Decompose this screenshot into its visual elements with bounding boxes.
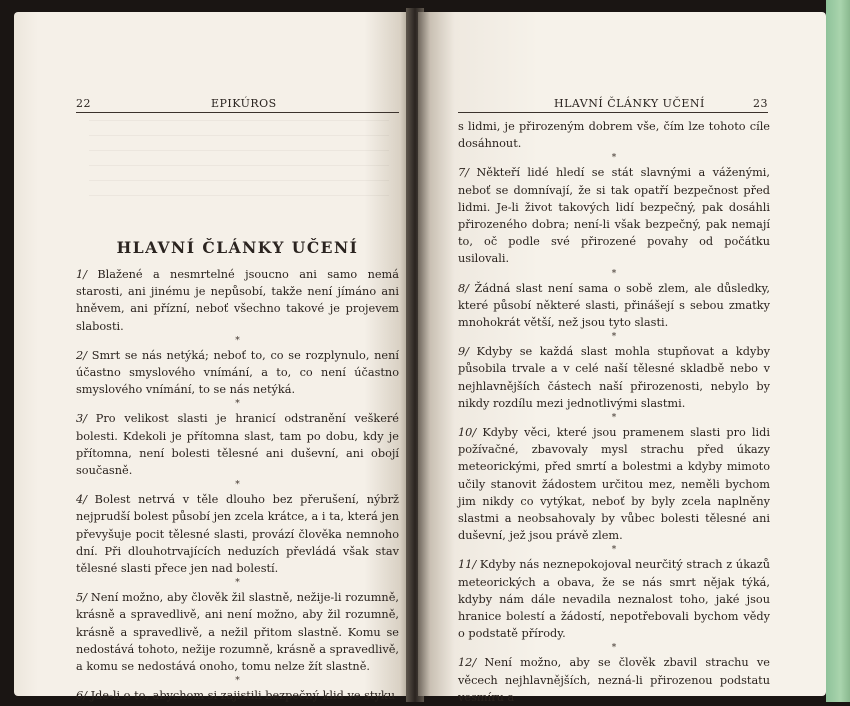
article-number: 7/	[458, 166, 469, 180]
article-number: 4/	[76, 493, 87, 507]
running-head: HLAVNÍ ČLÁNKY UČENÍ	[554, 97, 705, 110]
left-page	[14, 12, 412, 703]
article-paragraph	[458, 118, 770, 152]
article-paragraph	[458, 654, 770, 706]
article-paragraph	[76, 491, 399, 577]
paragraph-separator: *	[611, 332, 617, 343]
left-running-header	[76, 96, 399, 113]
article-number: 8/	[458, 281, 469, 295]
article-text: Není možno, aby člověk žil slastně, nežije-li rozumně, krásně a spravedlivě, ani není možno, aby žil rozumně, krásně a spravedlivě, a nežil přitom slastně. Komu se nedostává tohoto, nežije rozumně, krásně a spravedlivě, a komu se nedostává onoho, tomu nelze žít slastně.	[76, 591, 399, 674]
paragraph-separator: *	[235, 335, 240, 346]
article-paragraph	[458, 556, 770, 642]
article-number: 6/	[76, 689, 87, 703]
article-text: Jde-li o to, abychom si zajistili bezpečný klid ve styku	[90, 689, 395, 703]
article-number: 10/	[458, 426, 477, 440]
article-text: Pro velikost slasti je hranicí odstranění veškeré bolesti. Kdekoli je přítomna slast, tam po dobu, kdy je přítomna, není bolesti tělesné ani duševní, ani obojí současně.	[76, 412, 399, 478]
paragraph-separator: *	[611, 268, 617, 279]
book-cover-edge	[826, 0, 850, 702]
article-paragraph	[76, 266, 399, 335]
article-paragraph	[458, 424, 770, 544]
article-paragraph	[458, 164, 770, 267]
paragraph-separator: *	[611, 153, 617, 164]
article-number: 5/	[76, 591, 87, 605]
article-text: Smrt se nás netýká; neboť to, co se rozplynulo, není účastno smyslového vnímání, a to, co není účastno smyslového vnímání, to se nás netýká.	[76, 348, 399, 397]
article-number: 3/	[76, 412, 87, 426]
article-text: s lidmi, je přirozeným dobrem vše, čím lze tohoto cíle dosáhnout.	[458, 120, 770, 151]
paragraph-separator: *	[235, 676, 240, 687]
article-paragraph	[76, 347, 399, 399]
section-title: HLAVNÍ ČLÁNKY UČENÍ	[116, 238, 359, 257]
article-text: Kdyby nás neznepokojoval neurčitý strach z úkazů meteorických a obava, že se nás smrt nějak týká, kdyby nám dále nevadila neznalost toho, jaké jsou hranice bolestí a žádostí, nepotřebovali bychom vědy o podstatě přírody.	[458, 558, 770, 641]
paragraph-separator: *	[235, 399, 240, 410]
article-paragraph	[458, 343, 770, 412]
paragraph-separator: *	[611, 545, 617, 556]
paragraph-separator: *	[235, 480, 240, 491]
page-number: 23	[753, 97, 768, 110]
article-number: 12/	[458, 656, 477, 670]
article-paragraph	[458, 280, 770, 332]
article-number: 1/	[76, 268, 87, 281]
article-paragraph	[76, 589, 399, 675]
page-number: 22	[76, 97, 91, 110]
article-number: 2/	[76, 348, 87, 362]
bleed-through-text	[89, 120, 389, 210]
running-head: EPIKÚROS	[211, 97, 277, 110]
article-number: 9/	[458, 345, 469, 359]
right-page	[418, 12, 826, 704]
article-text: Není možno, aby se člověk zbavil strachu ve věcech nejhlavnějších, nezná-li přirozenou podstatu vesmíru a	[458, 656, 770, 704]
right-body-text	[458, 118, 770, 706]
left-body-text	[76, 266, 399, 704]
article-text: Žádná slast není sama o sobě zlem, ale důsledky, které působí některé slasti, přinášejí s sebou zmatky mnohokrát větší, než jsou tyto slasti.	[458, 281, 770, 330]
paragraph-separator: *	[235, 578, 240, 589]
article-text: Kdyby věci, které jsou pramenem slasti pro lidi požívačné, zbavovaly mysl strachu před úkazy meteorickými, před smrtí a bolestmi a kdyby mimoto učily stanovit žádostem určitou mez, neměli bychom jim nikdy co vytýkat, neboť by byly zcela naplněny slastmi a neobsahovaly by vůbec bolesti tělesné ani duševní, jež jsou právě zlem.	[458, 426, 770, 543]
article-text: Kdyby se každá slast mohla stupňovat a kdyby působila trvale a v celé naší tělesné skladbě nebo v nejhlavnějších částech naší přirozenosti, nebylo by nikdy rozdílu mezi jednotlivými slastmi.	[458, 345, 770, 410]
article-text: Bolest netrvá v těle dlouho bez přerušení, nýbrž nejprudší bolest působí jen zcela krátce, a i ta, která jen převyšuje pocit tělesné slasti, provází člověka nemnoho dní. Při dlouhotrvajících neduzích převládá však stav tělesné slasti přece jen nad bolestí.	[76, 493, 400, 576]
right-running-header	[458, 96, 768, 113]
paragraph-separator: *	[611, 643, 617, 654]
article-text: Blažené a nesmrtelné jsoucno ani samo nemá starosti, ani jinému je nepůsobí, takže není jímáno ani hněvem, ani přízní, neboť všechno takové je projevem slabosti.	[76, 268, 399, 333]
article-paragraph	[76, 410, 399, 479]
paragraph-separator: *	[611, 413, 617, 424]
article-text: Někteří lidé hledí se stát slavnými a váženými, neboť se domnívají, že si tak opatří bezpečnost před lidmi. Je-li život takových lidí bezpečný, pak dosáhli přirozeného dobra; není-li však bezpečný, pak nemají to, oč podle své přirozené povahy od počátku usilovali.	[458, 166, 770, 266]
article-number: 11/	[458, 558, 477, 572]
